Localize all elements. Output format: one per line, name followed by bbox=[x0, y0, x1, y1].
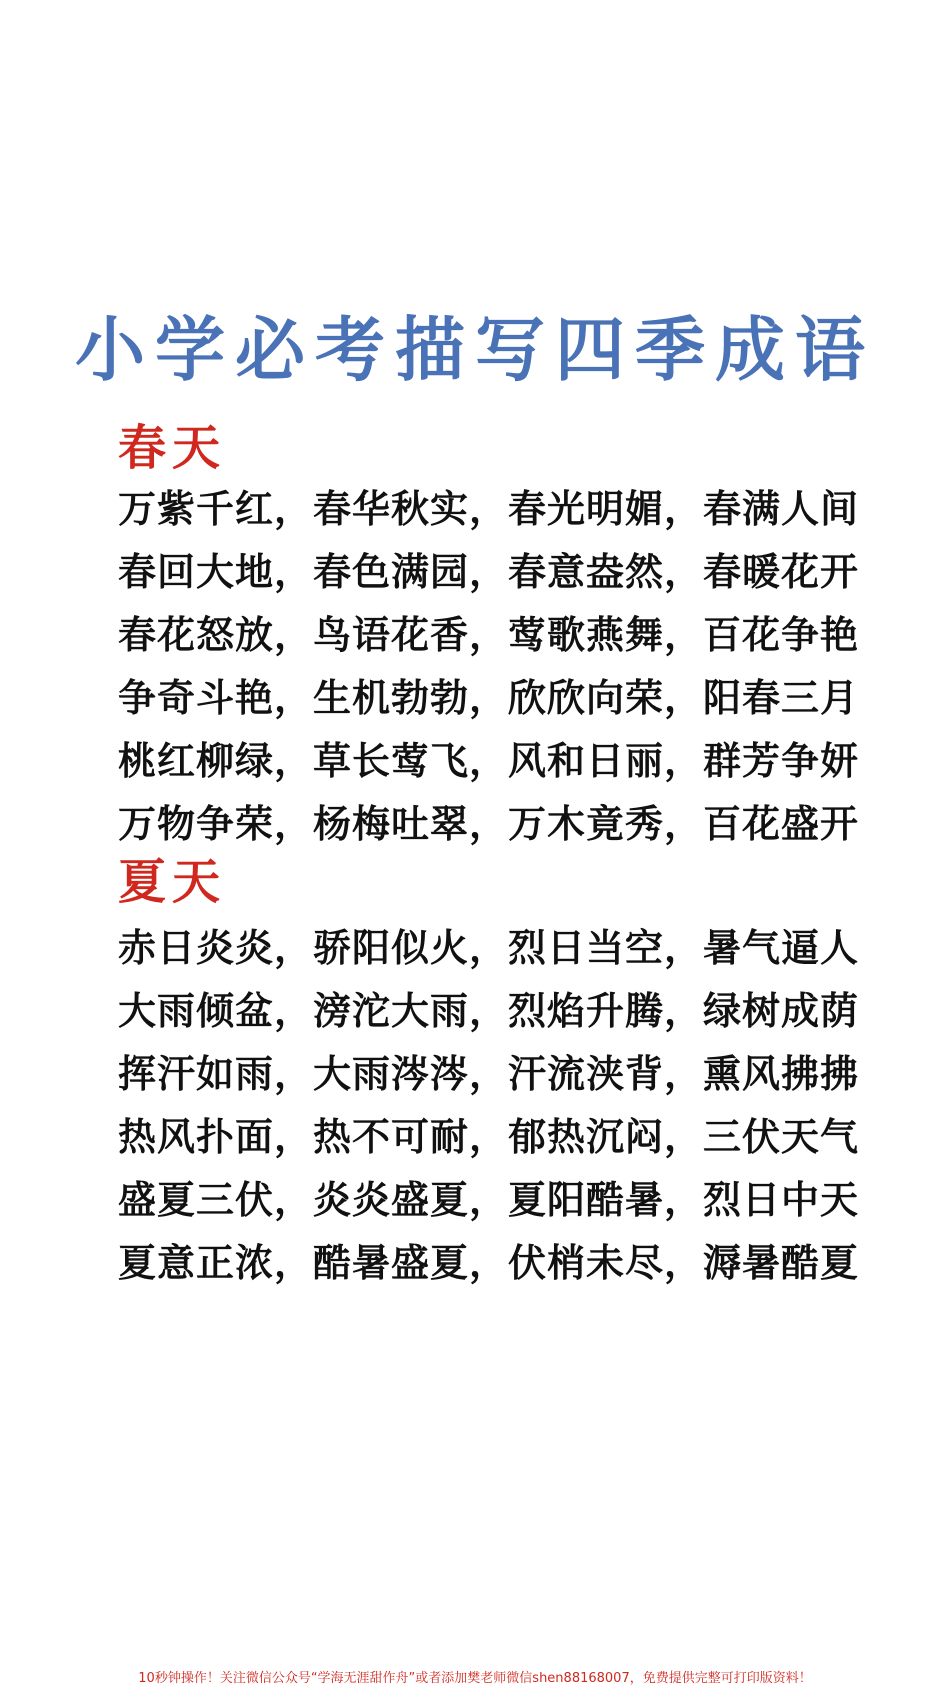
idiom-line: 赤日炎炎，骄阳似火，烈日当空，暑气逼人 bbox=[118, 926, 860, 970]
idiom-line: 夏意正浓，酷暑盛夏，伏梢未尽，溽暑酷夏 bbox=[118, 1241, 860, 1285]
section-heading-spring: 春天 bbox=[118, 420, 227, 476]
section-heading-summer: 夏天 bbox=[118, 854, 227, 910]
summer-idiom-list bbox=[118, 917, 860, 1295]
idiom-line: 争奇斗艳，生机勃勃，欣欣向荣，阳春三月 bbox=[118, 676, 860, 720]
idiom-line: 春花怒放，鸟语花香，莺歌燕舞，百花争艳 bbox=[118, 613, 860, 657]
footer-note: 10秒钟操作！关注微信公众号“学海无涯甜作舟”或者添加樊老师微信shen88168007，免费提供完整可打印版资料！ bbox=[138, 1671, 812, 1686]
idiom-line: 热风扑面，热不可耐，郁热沉闷，三伏天气 bbox=[118, 1115, 860, 1159]
page-title: 小学必考描写四季成语 bbox=[75, 308, 875, 391]
idiom-line: 万物争荣，杨梅吐翠，万木竟秀，百花盛开 bbox=[118, 802, 860, 846]
spring-idiom-list bbox=[118, 478, 860, 856]
idiom-line: 春回大地，春色满园，春意盎然，春暖花开 bbox=[118, 550, 860, 594]
idiom-line: 桃红柳绿，草长莺飞，风和日丽，群芳争妍 bbox=[118, 739, 860, 783]
idiom-line: 大雨倾盆，滂沱大雨，烈焰升腾，绿树成荫 bbox=[118, 989, 860, 1033]
idiom-line: 盛夏三伏，炎炎盛夏，夏阳酷暑，烈日中天 bbox=[118, 1178, 860, 1222]
idiom-line: 挥汗如雨，大雨涔涔，汗流浃背，熏风拂拂 bbox=[118, 1052, 860, 1096]
idiom-line: 万紫千红，春华秋实，春光明媚，春满人间 bbox=[118, 487, 860, 531]
